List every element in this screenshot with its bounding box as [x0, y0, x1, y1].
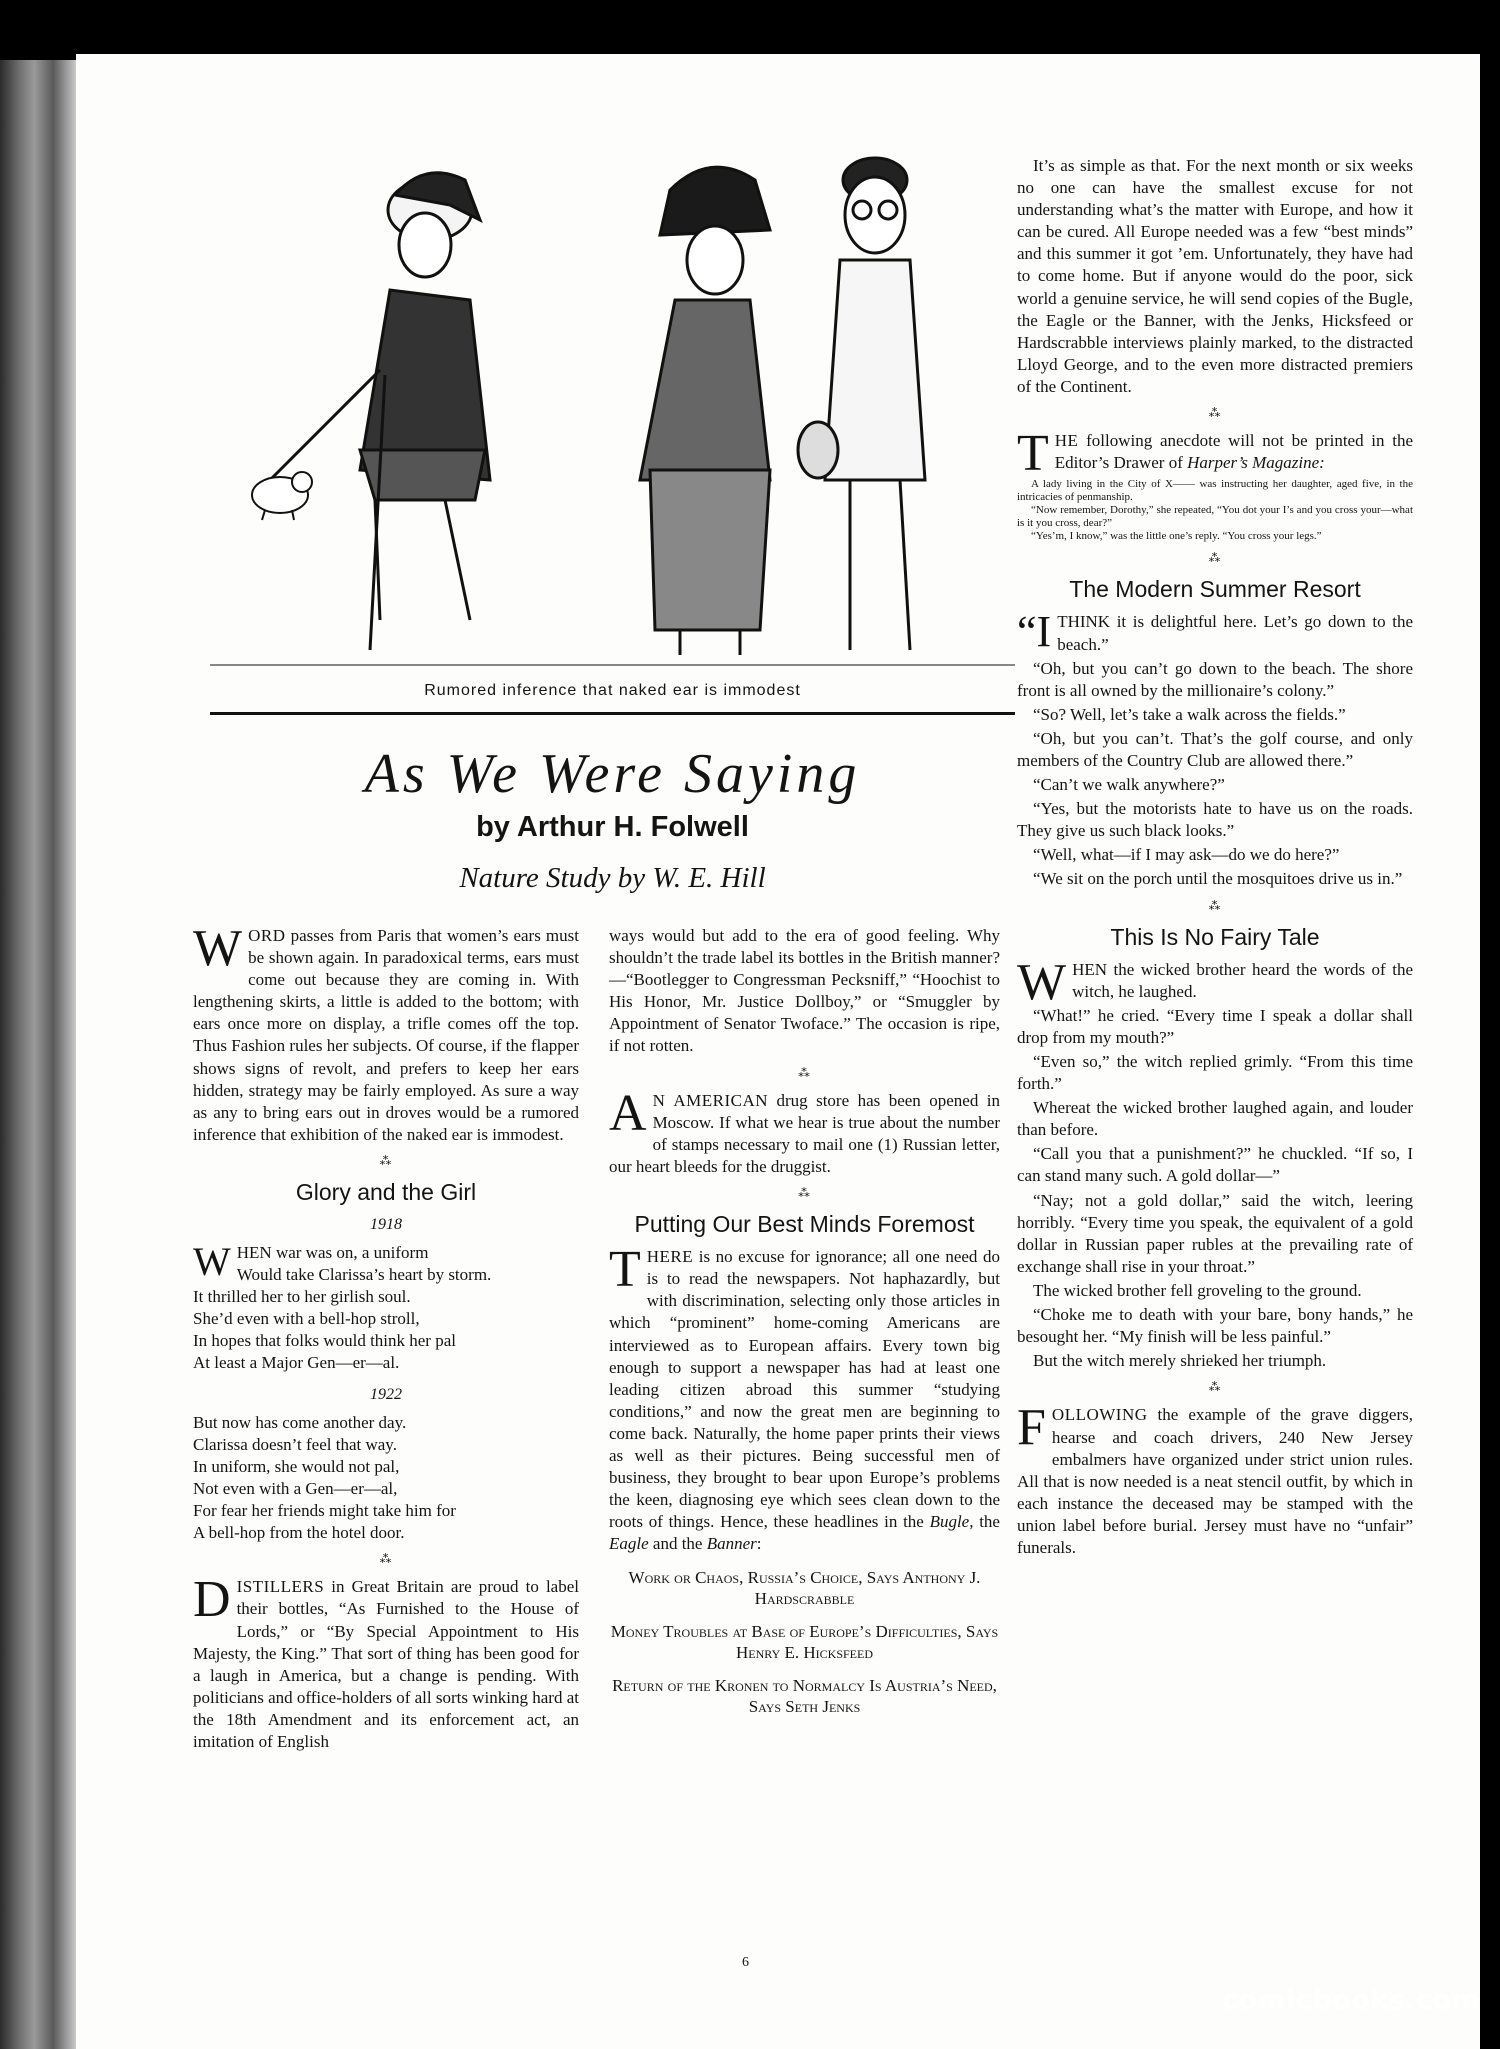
scan-right-border — [1480, 54, 1500, 2049]
resort-line: “Oh, but you can’t go down to the beach. The shore front is all owned by the millionaire’s colony.” — [1017, 658, 1413, 700]
page-number: 6 — [742, 1955, 749, 1970]
section-ornament: ⁂ — [379, 1153, 393, 1168]
fairy-line: Whereat the wicked brother laughed again, and louder than before. — [1017, 1098, 1413, 1140]
section-heading-minds: Putting Our Best Minds Foremost — [634, 1211, 975, 1238]
anecdote-smalltext: A lady living in the City of X—— was instructing her daughter, aged five, in the intricacies of penmanship. “Now remember, Dorothy,” she repeated, “You dot your I’s and you cross your—what is it you cross, dear?” “Yes’m, I know,” was the little one’s reply. “You cross your legs.” — [1017, 478, 1413, 543]
verse-line: In uniform, she would not pal, — [193, 1457, 400, 1477]
verse-line: Clarissa doesn’t feel that way. — [193, 1435, 397, 1455]
resort-line: “Yes, but the motorists hate to have us on the roads. They give us such black looks.” — [1017, 799, 1413, 841]
illustration-caption: Rumored inference that naked ear is immodest — [424, 682, 801, 699]
drop-cap: F — [1017, 1399, 1046, 1457]
fairy-first: WHEN the wicked brother heard the words of the witch, he laughed. — [1017, 953, 1413, 1011]
column-1 — [193, 920, 579, 1755]
resort-first: “I THINK it is delightful here. Let’s go down to the beach.” — [1017, 607, 1413, 657]
drop-cap: W — [193, 920, 243, 977]
section-heading-glory: Glory and the Girl — [295, 1179, 477, 1206]
fairy-line: The wicked brother fell groveling to the ground. — [1033, 1280, 1362, 1300]
verse-line: But now has come another day. — [193, 1413, 407, 1433]
section-ornament: ⁂ — [1208, 551, 1222, 566]
fairy-line: “Even so,” the witch replied grimly. “From this time forth.” — [1017, 1052, 1413, 1094]
gentleman-figure — [798, 158, 925, 650]
resort-line: “Oh, but you can’t. That’s the golf course, and only members of the Country Club are allowed there.” — [1017, 728, 1413, 770]
verse-line: At least a Major Gen—er—al. — [193, 1353, 400, 1373]
distillers-paragraph: DISTILLERS in Great Britain are proud to label their bottles, “As Furnished to the House of Lords,” or “By Special Appointment to His Majesty, the King.” That sort of thing has been good for a laugh in America, but a change is pending. With politicians and office-holders of all sorts winking hard at the 18th Amendment and its enforcement act, an imitation of English — [193, 1571, 579, 1751]
year-label: 1922 — [370, 1386, 402, 1404]
resort-line: “We sit on the porch until the mosquitoes drive us in.” — [1033, 869, 1403, 889]
fairy-line: “Call you that a punishment?” he chuckled. “If so, I can stand many such. A gold dollar—” — [1017, 1144, 1413, 1186]
illustration-credit: Nature Study by W. E. Hill — [459, 862, 766, 894]
verse-line: For fear her friends might take him for — [193, 1501, 456, 1521]
headline-2: Money Troubles at Base of Europe’s Difficulties, Says Henry E. Hicksfeed — [610, 1622, 999, 1663]
column-3 — [1017, 155, 1413, 1561]
watermark-brand: comicbooks.com — [1222, 1985, 1481, 2016]
section-ornament: ⁂ — [379, 1552, 393, 1567]
book-spine — [0, 60, 76, 2049]
section-ornament: ⁂ — [1208, 898, 1222, 913]
section-ornament: ⁂ — [798, 1065, 811, 1080]
section-ornament: ⁂ — [798, 1186, 811, 1201]
article-byline: by Arthur H. Folwell — [476, 811, 749, 843]
verse-line: It thrilled her to her girlish soul. — [193, 1287, 411, 1307]
headline-3: Return of the Kronen to Normalcy Is Austria’s Need, Says Seth Jenks — [612, 1676, 997, 1717]
verse-line: A bell-hop from the hotel door. — [193, 1523, 405, 1543]
intro-paragraph: WORD passes from Paris that women’s ears must be shown again. In paradoxical terms, ears must come out because they are coming in. With lengthening skirts, a little is added to the bottom; with ears once more on display, a trifle comes off the top. Thus Fashion rules her subjects. Of course, if the flapper shows signs of revolt, and prefers to keep her ears hidden, strategy may be fairly employed. As sure a way as any to bring ears out in droves would be a rumored inference that exhibition of the naked ear is immodest. — [193, 920, 579, 1144]
nature-study-illustration — [210, 150, 1015, 670]
drop-cap: D — [193, 1571, 231, 1629]
section-heading-fairy: This Is No Fairy Tale — [1110, 923, 1320, 950]
resort-line: “So? Well, let’s take a walk across the fields.” — [1033, 704, 1346, 724]
matron-figure — [640, 167, 770, 655]
anecdote-paragraph: THE following anecdote will not be printed in the Editor’s Drawer of Harper’s Magazine: — [1017, 425, 1413, 483]
drop-cap: W — [1017, 953, 1067, 1011]
minds-paragraph: THERE is no excuse for ignorance; all one need do is to read the newspapers. Not haphazardly, but with discrimination, selecting only those articles in which “prominent” home-coming Americans are interviewed as to European affairs. Every town big enough to support a newspaper has had at least one leading citizen abroad this summer “studying conditions,” and now the great men are beginning to come back. Naturally, the home paper prints their views as well as their pictures. Being successful men of business, they brought to bear upon Europe’s problems the keen, diagnosing eye which sees clean down to the roots of things. Hence, these headlines in the Bugle, the Eagle and the Banner: — [609, 1241, 1000, 1554]
verse-1918: WHEN war was on, a uniform Would take Clarissa’s heart by storm. It thrilled her to her girlish soul. She’d even with a bell-hop stroll, In hopes that folks would think her pal At least a Major Gen—er—al. — [193, 1242, 579, 1374]
drop-cap: “I — [1017, 607, 1052, 657]
section-ornament: ⁂ — [1208, 1380, 1222, 1395]
fairy-line: “What!” he cried. “Every time I speak a dollar shall drop from my mouth?” — [1017, 1005, 1413, 1047]
title-rule — [210, 712, 1015, 715]
resort-line: “Can’t we walk anywhere?” — [1033, 775, 1225, 795]
american-paragraph: A N AMERICAN drug store has been opened in Moscow. If what we hear is true about the number of stamps necessary to mail one (1) Russian letter, our heart bleeds for the druggist. — [609, 1084, 1000, 1176]
fairy-line: But the witch merely shrieked her triumph. — [1033, 1351, 1327, 1371]
fairy-line: “Nay; not a gold dollar,” said the witch, leering horribly. “Every time you speak, the equivalent of a gold dollar in Russian paper rubles at the prevailing rate of exchange shall rise in your throat.” — [1017, 1190, 1413, 1276]
section-ornament: ⁂ — [1208, 406, 1222, 421]
simple-paragraph: It’s as simple as that. For the next month or six weeks no one can have the smallest excuse for not understanding what’s the matter with Europe, and how it can be cured. All Europe needed was a few “best minds” and this summer it got ’em. Unfortunately, they have had to come home. But if anyone would do the poor, sick world a genuine service, he will send copies of the Bugle, the Eagle or the Banner, with the Jenks, Hicksfeed or Hardscrabble interviews plainly marked, to the distracted Lloyd George, and to the even more distracted premiers of the Continent. — [1017, 156, 1413, 396]
scan-top-border — [76, 0, 1500, 54]
headline-1: Work or Chaos, Russia’s Choice, Says Anthony J. Hardscrabble — [628, 1568, 981, 1609]
year-label: 1918 — [370, 1216, 402, 1234]
fairy-line: “Choke me to death with your bare, bony hands,” he besought her. “My finish will be less painful.” — [1017, 1305, 1413, 1347]
flapper-figure — [270, 173, 490, 650]
resort-line: “Well, what—if I may ask—do we do here?” — [1033, 845, 1340, 865]
verse-line: In hopes that folks would think her pal — [193, 1331, 456, 1351]
column-2 — [609, 925, 1000, 1723]
section-heading-resort: The Modern Summer Resort — [1069, 576, 1361, 603]
following-paragraph: FOLLOWING the example of the grave diggers, hearse and coach drivers, 240 New Jersey embalmers have organized under strict union rules. All that is now needed is a neat stencil outfit, by which in each instance the deceased may be stamped with the union label before burial. Jersey must have no “unfair” funerals. — [1017, 1399, 1413, 1557]
drop-cap: T — [609, 1241, 641, 1299]
dog-figure — [252, 472, 312, 520]
article-title: As We Were Saying — [364, 743, 861, 805]
verse-line: She’d even with a bell-hop stroll, — [193, 1309, 420, 1329]
drop-cap: A — [609, 1084, 647, 1142]
drop-cap: W — [193, 1239, 231, 1285]
drop-cap: T — [1017, 425, 1049, 483]
verse-1922 — [193, 1412, 579, 1544]
continuation-paragraph: ways would but add to the era of good feeling. Why shouldn’t the trade label its bottles in the British manner?—“Bootlegger to Congressman Pecksniff,” “Hoochist to His Honor, Mr. Justice Dollboy,” or “Smuggler by Appointment of Senator Twoface.” The occasion is ripe, if not rotten. — [609, 926, 1000, 1056]
verse-line: Not even with a Gen—er—al, — [193, 1479, 398, 1499]
